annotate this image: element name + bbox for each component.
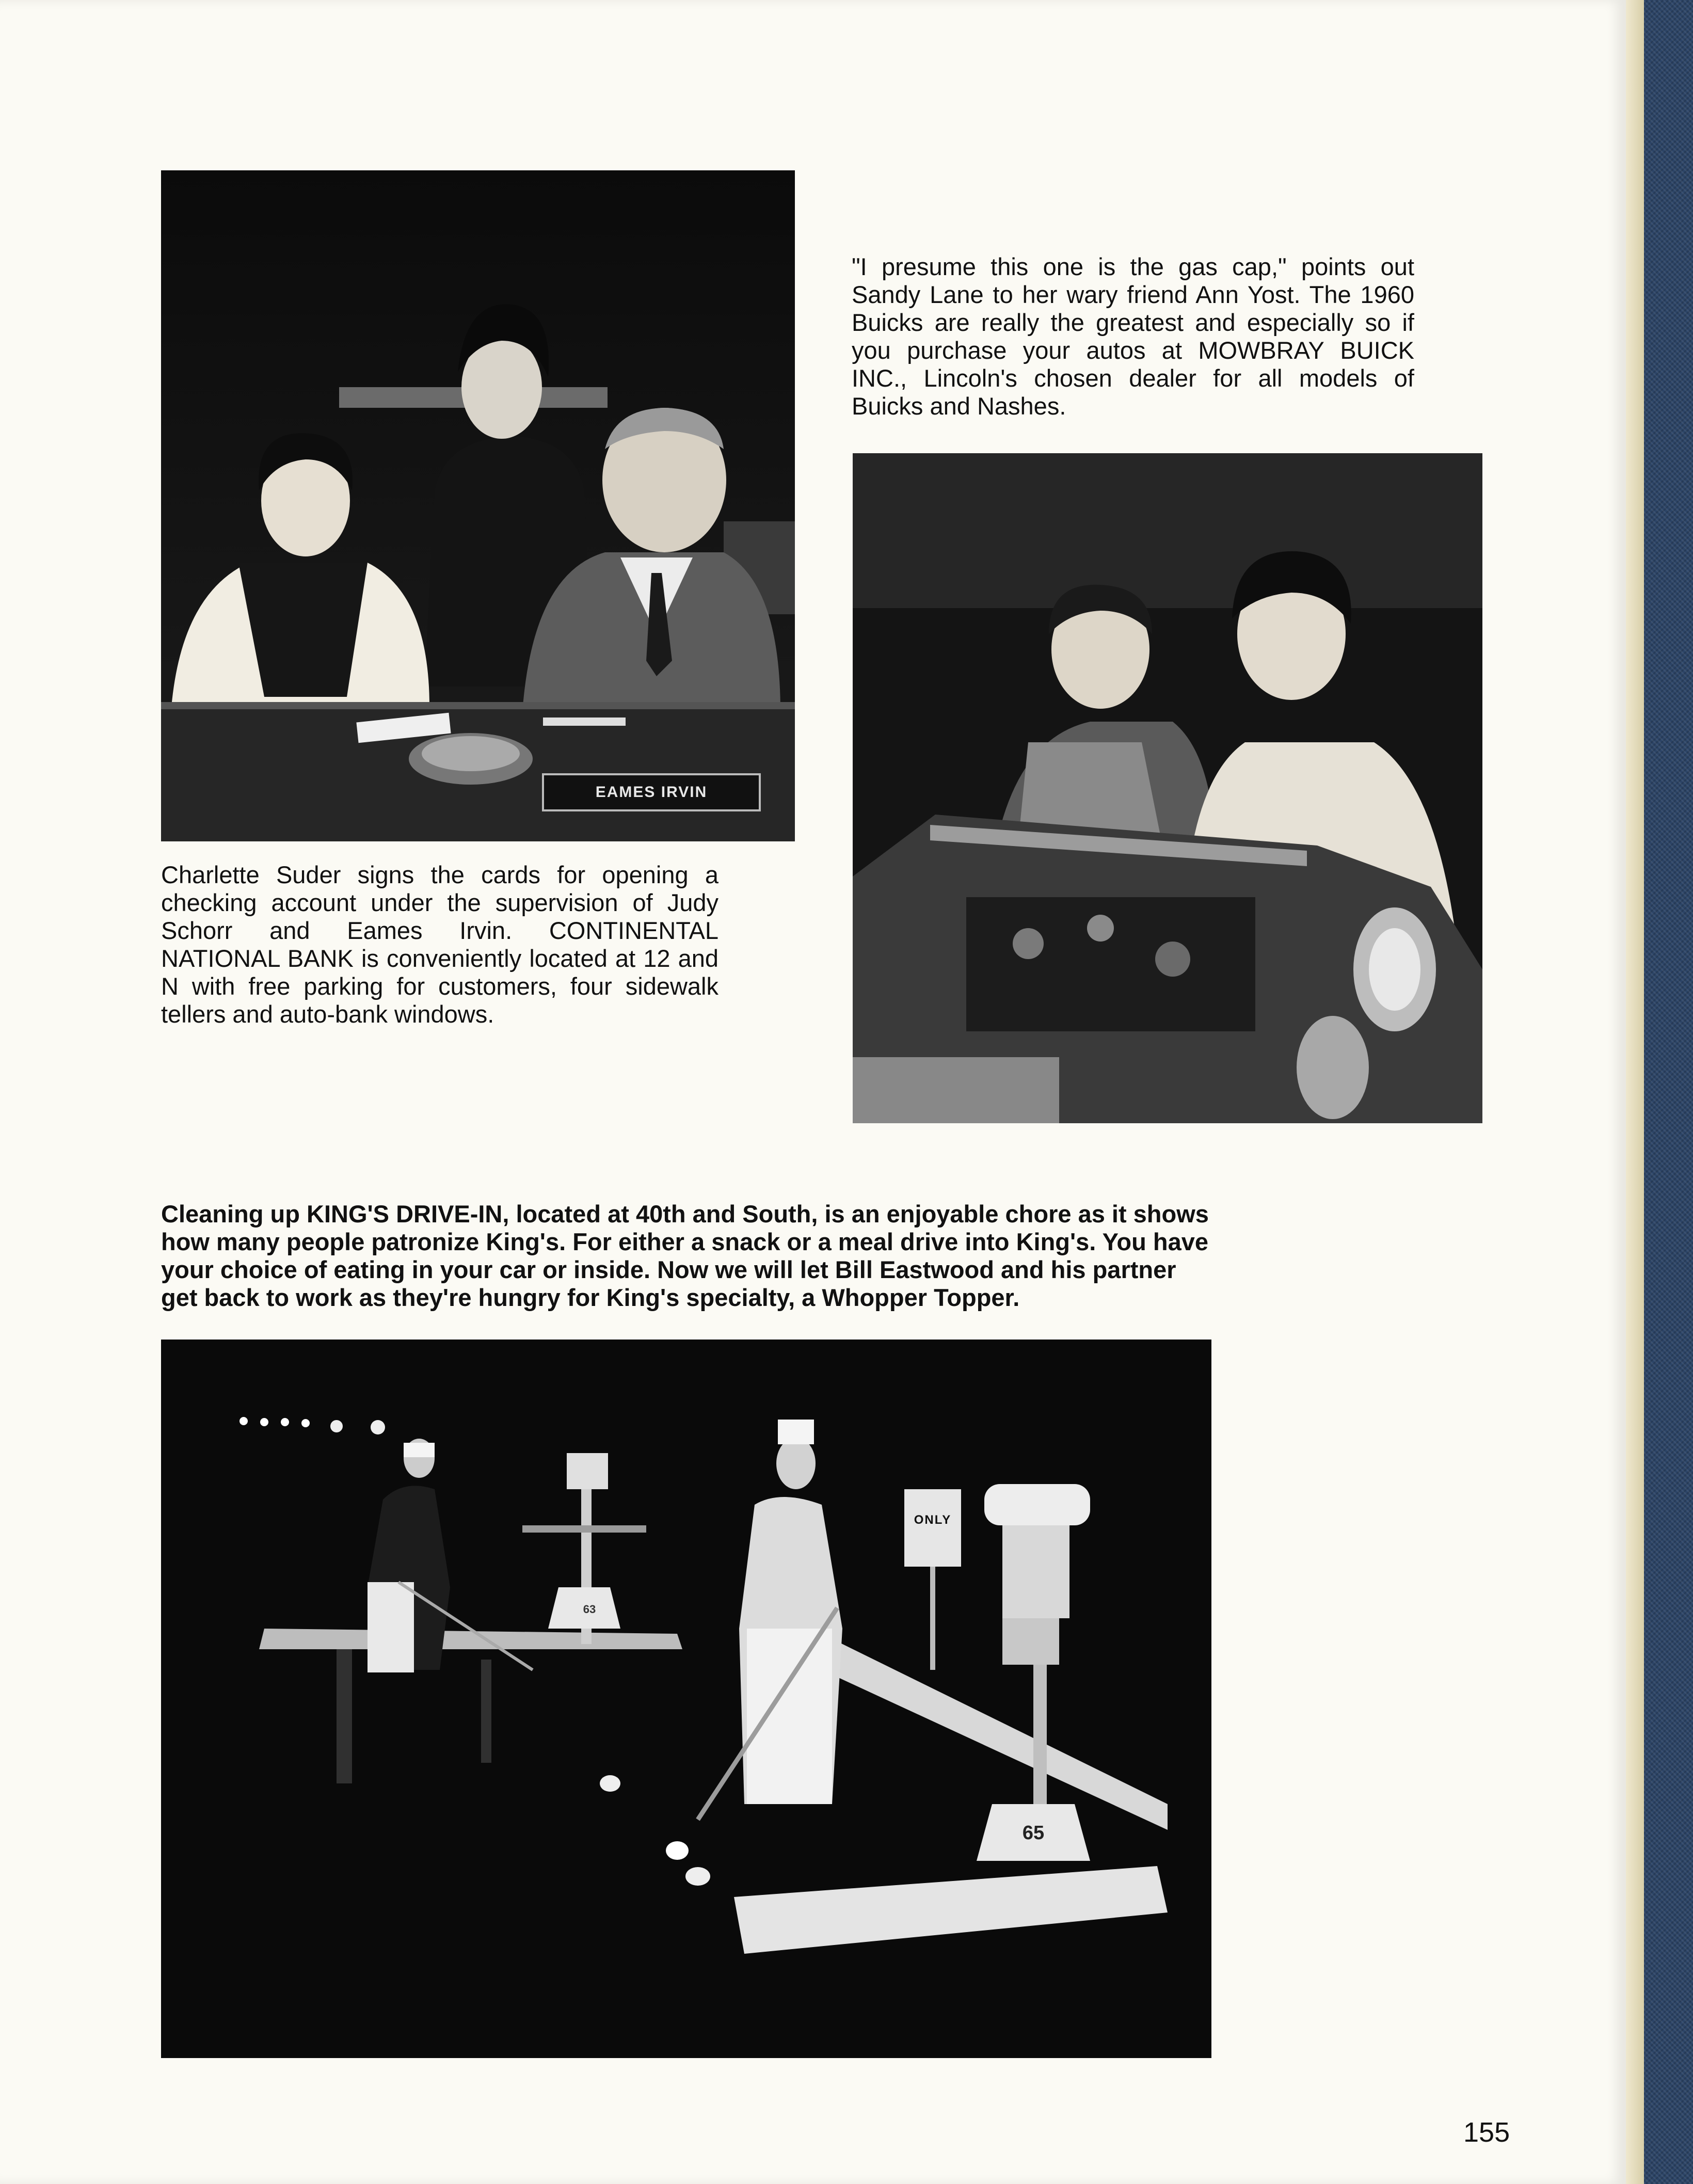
stall-number-63: 63 bbox=[583, 1603, 596, 1616]
kings-photo bbox=[161, 1340, 1211, 2058]
stall-number-65: 65 bbox=[1022, 1822, 1045, 1844]
page-number: 155 bbox=[1463, 2117, 1510, 2148]
buick-photo bbox=[853, 453, 1482, 1123]
kings-caption: Cleaning up KING'S DRIVE-IN, located at 40th and South, is an enjoyable chore as it shows how many people patronize King's. For either a snack or a meal drive into King's. You have your choice of eating in your car or inside. Now we will let Bill Eastwood and his partner get back to work as they're hungry for King's specialty, a Whopper Topper. bbox=[161, 1200, 1209, 1311]
bank-caption: Charlette Suder signs the cards for opening a checking account under the supervision of Judy Schorr and Eames Irvin. CONTINENTAL NATIONAL BANK is conveniently located at 12 and N with free parking for customers, four sidewalk tellers and auto-bank windows. bbox=[161, 861, 718, 1028]
page-edge bbox=[1626, 0, 1644, 2184]
book-binding bbox=[1644, 0, 1693, 2184]
bank-photo bbox=[161, 170, 795, 841]
nameplate: EAMES IRVIN bbox=[595, 784, 708, 801]
buick-caption: "I presume this one is the gas cap," points out Sandy Lane to her wary friend Ann Yost. The 1960 Buicks are really the greatest and especially so if you purchase your autos at MOWBRAY BUICK INC., Lincoln's chosen dealer for all models of Buicks and Nashes. bbox=[852, 253, 1414, 420]
sign-text: ONLY bbox=[914, 1513, 952, 1527]
